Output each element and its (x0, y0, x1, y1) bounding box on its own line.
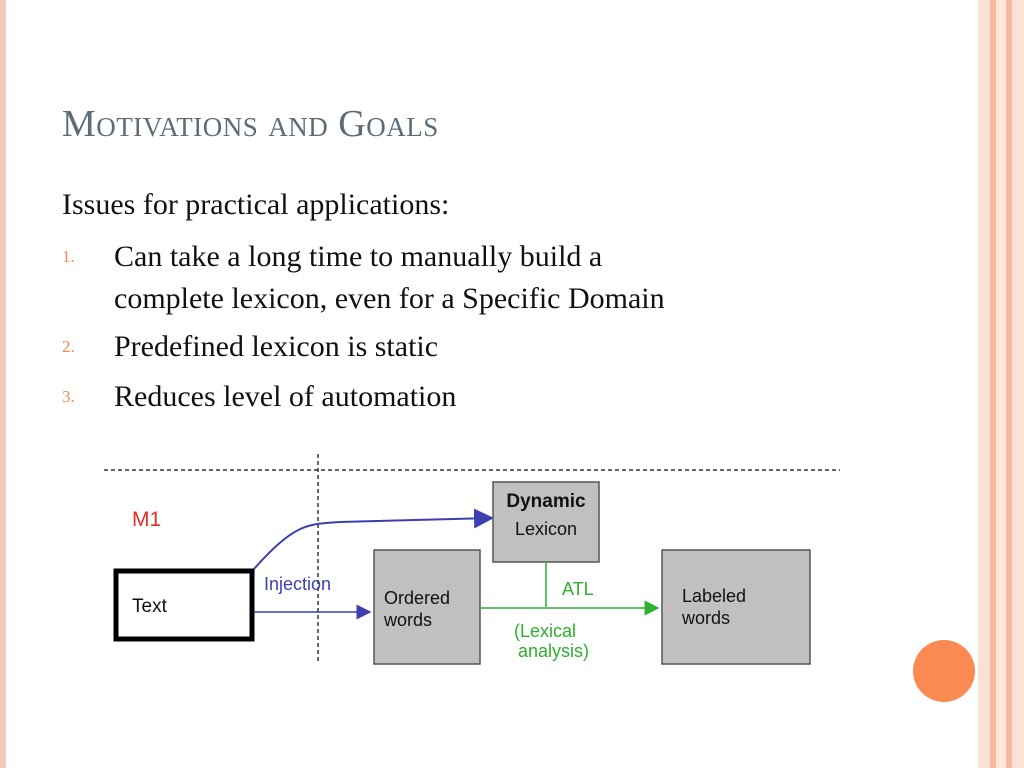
labeled-words-label: words (682, 608, 731, 628)
left-border-decoration (0, 0, 6, 768)
labeled-label: Labeled (682, 586, 747, 606)
list-item (62, 236, 665, 320)
analysis-label: analysis) (518, 641, 590, 661)
lexicon-diagram (100, 450, 840, 690)
lexical-label: (Lexical (514, 621, 577, 641)
ordered-words-label: words (384, 610, 433, 630)
list-number: 1. (62, 247, 75, 266)
right-stripe-decoration (978, 0, 990, 768)
intro-text: Issues for practical applications: (62, 188, 450, 221)
slide-title: Motivations and Goals (62, 103, 439, 145)
labeled-words-box (662, 550, 810, 664)
list-item (62, 326, 438, 368)
list-item (62, 376, 456, 418)
orange-circle-decoration (913, 640, 975, 702)
ordered-label: Ordered (384, 588, 451, 608)
list-item-line: Can take a long time to manually build a (114, 240, 603, 273)
list-item-line: Predefined lexicon is static (114, 330, 439, 363)
dynamic-label: Dynamic (506, 491, 586, 512)
lexicon-label: Lexicon (514, 519, 578, 539)
list-number: 2. (62, 337, 75, 356)
list-item-line: complete lexicon, even for a Specific Domain (114, 282, 665, 315)
right-stripe-decoration (996, 0, 1006, 768)
text-box-label: Text (132, 596, 167, 617)
right-stripe-decoration (1012, 0, 1024, 768)
list-item-line: Reduces level of automation (114, 380, 457, 413)
list-number: 3. (62, 387, 75, 406)
injection-label: Injection (264, 574, 332, 594)
atl-label: ATL (562, 579, 594, 599)
m1-label: M1 (132, 508, 162, 531)
